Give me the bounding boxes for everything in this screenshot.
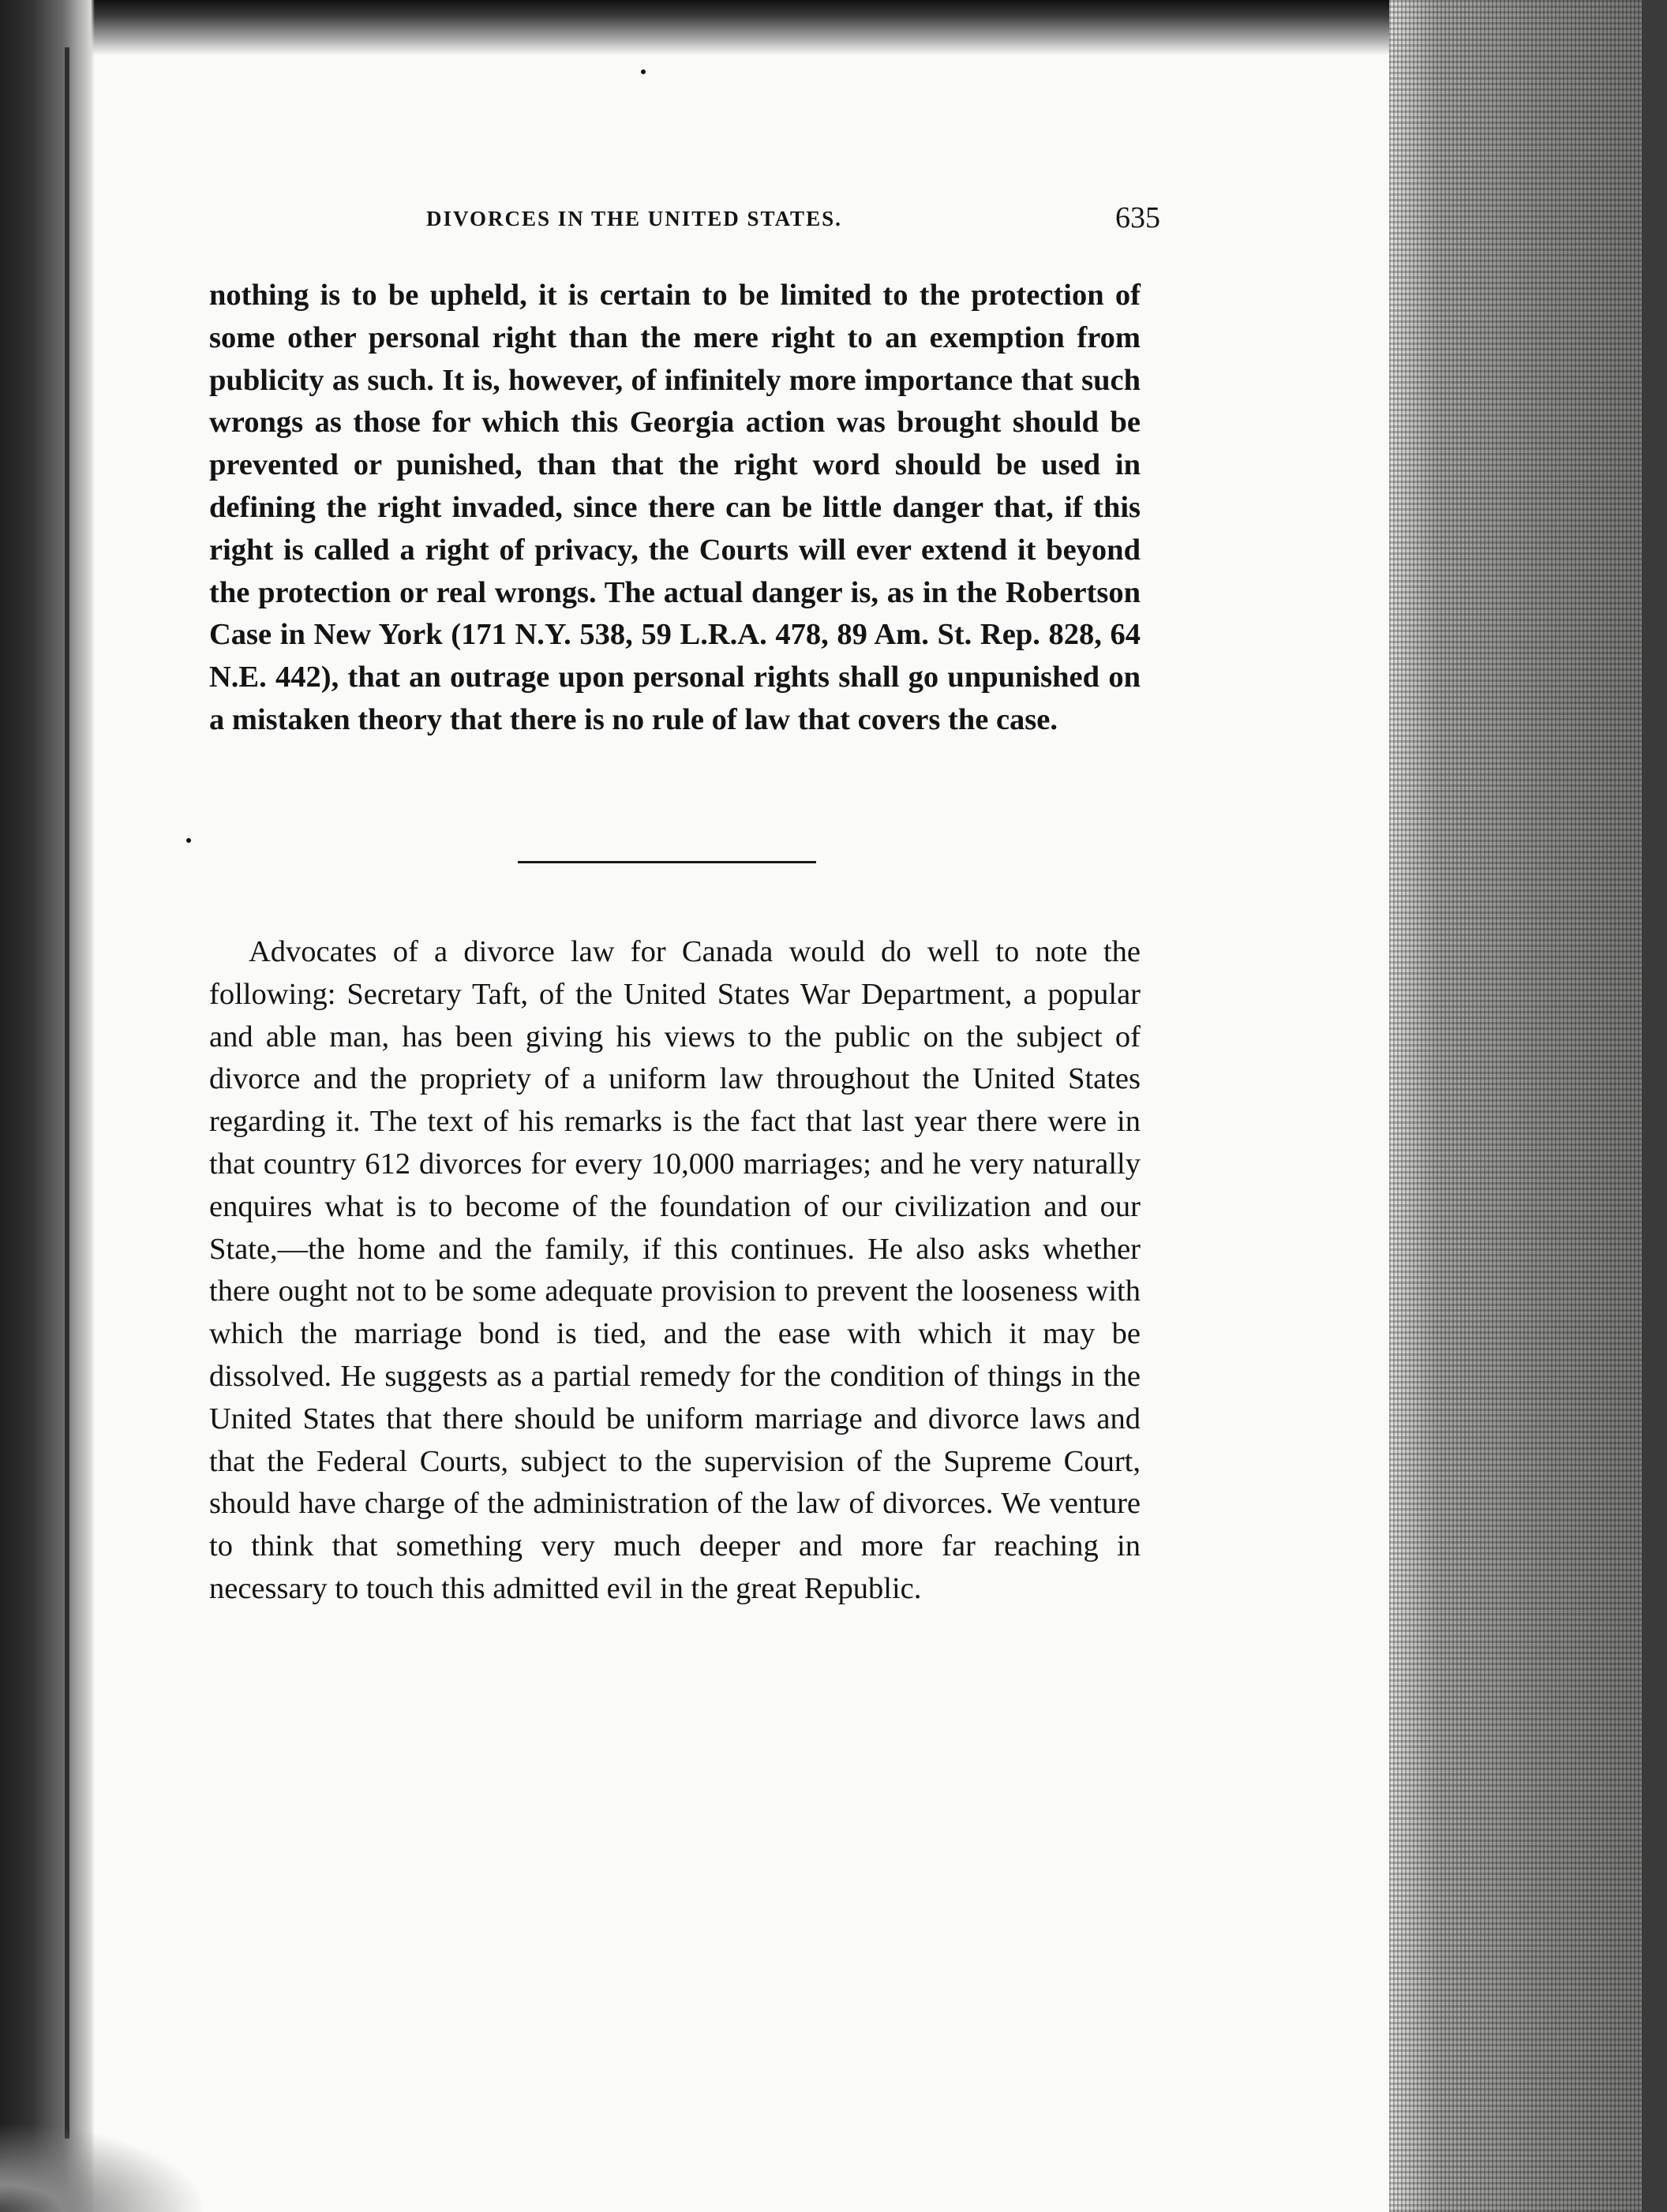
scan-speck [186,838,191,843]
bottom-left-scan-noise [0,2068,332,2212]
binding-edge [65,47,69,2139]
page-number: 635 [1115,201,1160,234]
section-divider [518,861,816,863]
running-head: DIVORCES IN THE UNITED STATES. [426,207,842,230]
body-paragraph: Advocates of a divorce law for Canada would do well to note the following: Secretary Taft, of the United States War Department, a popular and able man, has been giving his views to the public on the subject of divorce and the propriety of a uniform law throughout the United States regarding it. The text of his remarks is the fact that last year there were in that country 612 divorces for every 10,000 marriages; and he very naturally enquires what is to become of the foundation of our civilization and our State,—the home and the family, if this continues. He also asks whether there ought not to be some adequate provision to prevent the looseness with which the marriage bond is tied, and the ease with which it may be dissolved. He suggests as a partial remedy for the condition of things in the United States that there should be uniform marriage and divorce laws and that the Federal Courts, subject to the supervision of the Supreme Court, should have charge of the administration of the law of divorces. We venture to think that something very much deeper and more far reaching in necessary to touch this admitted evil in the great Republic. [209,935,1141,1605]
left-scan-shadow [0,0,95,2212]
right-scan-edge [1642,0,1667,2212]
scan-speck [641,69,646,74]
body-paragraph: nothing is to be upheld, it is certain to be limited to the protection of some other personal right than the mere right to an exemption from publicity as such. It is, however, of infinitely more importance that such wrongs as those for which this Georgia action was brought should be prevented or punished, than that the right word should be used in defining the right invaded, since there can be little danger that, if this right is called a right of privacy, the Courts will ever extend it beyond the protection or real wrongs. The actual danger is, as in the Robertson Case in New York (171 N.Y. 538, 59 L.R.A. 478, 89 Am. St. Rep. 828, 64 N.E. 442), that an outrage upon personal rights shall go unpunished on a mistaken theory that there is no rule of law that covers the case. [209,279,1141,736]
page-header [426,201,1160,246]
right-scan-noise [1389,0,1667,2212]
